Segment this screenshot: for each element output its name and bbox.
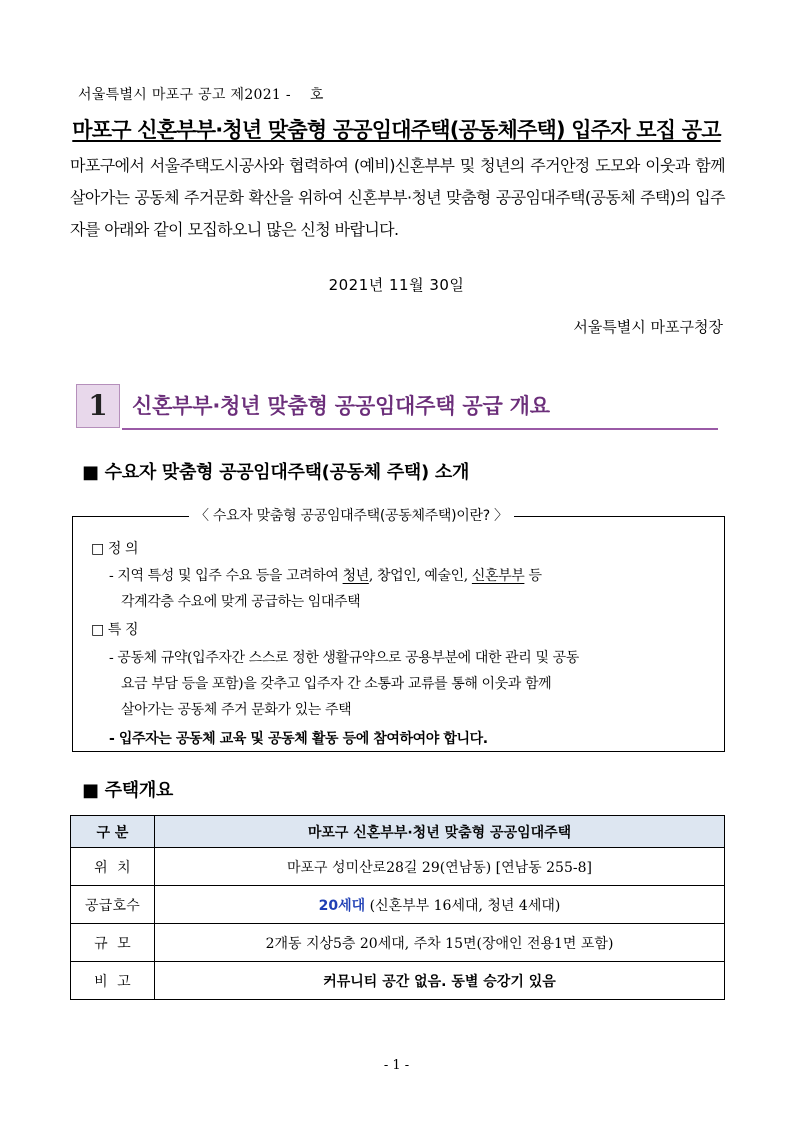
section-title: 신혼부부·청년 맞춤형 공공임대주택 공급 개요 (132, 394, 550, 418)
feature-line-2: 요금 부담 등을 포함)을 갖추고 입주자 간 소통과 교류를 통해 이웃과 함께 (121, 676, 552, 692)
definition-line-2: 각계각층 수요에 맞게 공급하는 임대주택 (121, 594, 361, 610)
subsection-heading-intro: ■ 수요자 맞춤형 공공임대주택(공동체 주택) 소개 (82, 462, 470, 483)
table-row (71, 924, 725, 962)
issuer: 서울특별시 마포구청장 (573, 318, 723, 336)
row-label-remarks: 비 고 (71, 962, 155, 1000)
notice-number: 서울특별시 마포구 공고 제2021 - 호 (78, 87, 324, 103)
row-label-location: 위 치 (71, 848, 155, 886)
table-row (71, 886, 725, 924)
document-title: 마포구 신혼부부·청년 맞춤형 공공임대주택(공동체주택) 입주자 모집 공고 (72, 118, 721, 142)
announcement-date: 2021년 11월 30일 (328, 276, 465, 294)
definition-text-post: 등 (524, 568, 542, 584)
table-header-row (71, 816, 725, 848)
feature-line-3: 살아가는 공동체 주거 문화가 있는 주택 (121, 702, 352, 718)
row-label-scale: 규 모 (71, 924, 155, 962)
section-number: 1 (76, 384, 120, 428)
definition-label: □ 정 의 (91, 541, 139, 557)
definition-box (72, 508, 725, 752)
table-row (71, 848, 725, 886)
section-header (76, 384, 718, 430)
section-divider (122, 428, 718, 430)
housing-overview-table (70, 815, 725, 1000)
row-value-location: 마포구 성미산로28길 29(연남동) [연남동 255-8] (155, 848, 725, 886)
supply-breakdown: (신혼부부 16세대, 청년 4세대) (365, 897, 561, 914)
table-header-housing: 마포구 신혼부부·청년 맞춤형 공공임대주택 (155, 816, 725, 848)
table-row (71, 962, 725, 1000)
row-label-supply: 공급호수 (71, 886, 155, 924)
definition-text-mid: , 창업인, 예술인, (368, 568, 472, 584)
obligation-notice: - 입주자는 공동체 교육 및 공동체 활동 등에 참여하여야 합니다. (109, 731, 488, 747)
definition-text-pre: - 지역 특성 및 입주 수요 등을 고려하여 (109, 568, 343, 584)
definition-underline-newlyweds: 신혼부부 (471, 568, 525, 584)
feature-label: □ 특 징 (91, 622, 139, 638)
definition-box-title: 〈 수요자 맞춤형 공공임대주택(공동체주택)이란? 〉 (189, 505, 514, 525)
supply-count-highlight: 20세대 (318, 897, 366, 914)
table-header-category: 구 분 (71, 816, 155, 848)
row-value-scale: 2개동 지상5층 20세대, 주차 15면(장애인 전용1면 포함) (155, 924, 725, 962)
feature-line-1: - 공동체 규약(입주자간 스스로 정한 생활규약으로 공용부분에 대한 관리 및 공동 (109, 650, 579, 666)
definition-underline-youth: 청년 (342, 568, 369, 584)
subsection-heading-housing: ■ 주택개요 (82, 780, 174, 801)
intro-paragraph: 마포구에서 서울주택도시공사와 협력하여 (예비)신혼부부 및 청년의 주거안정 도모와 이웃과 함께 살아가는 공동체 주거문화 확산을 위하여 신혼부부·청년 맞춤형 공공임대주택(공동체 주택)의 입주자를 아래와 같이 모집하오니 많은 신청 바랍니다. (70, 156, 725, 239)
row-value-remarks: 커뮤니티 공간 없음. 동별 승강기 있음 (155, 962, 725, 1000)
page-number: - 1 - (383, 1058, 410, 1073)
definition-line-1 (109, 565, 542, 585)
row-value-supply (155, 886, 725, 924)
